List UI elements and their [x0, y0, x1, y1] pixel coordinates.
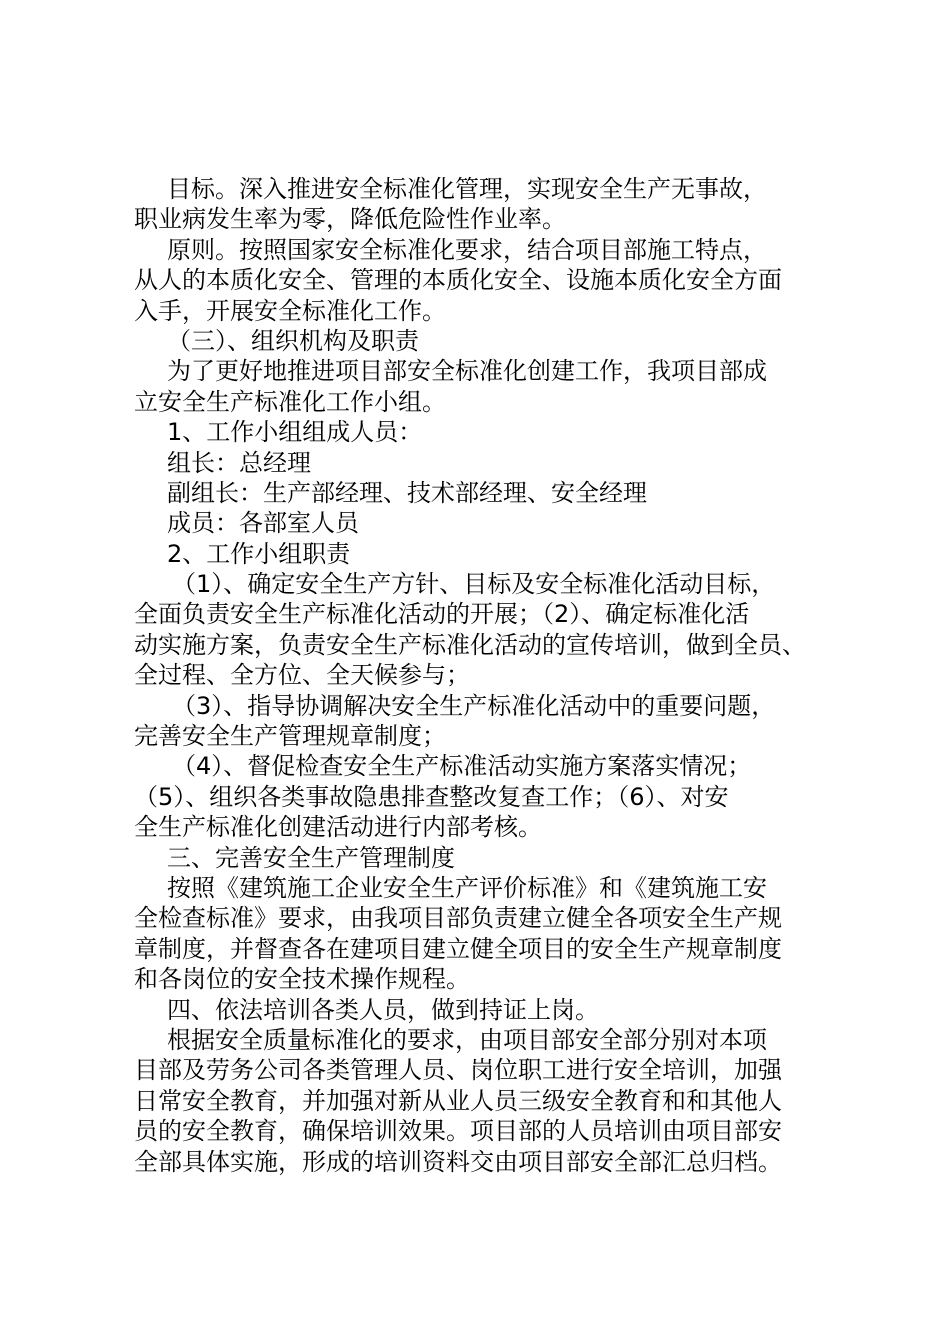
text-line: 立安全生产标准化工作小组。: [134, 387, 446, 416]
text-line: （4）、督促检查安全生产标准活动实施方案落实情况；: [172, 752, 752, 781]
text-line: 目部及劳务公司各类管理人员、岗位职工进行安全培训，加强: [134, 1056, 782, 1085]
text-line: 章制度，并督查各在建项目建立健全项目的安全生产规章制度: [134, 934, 782, 963]
text-line: 成员：各部室人员: [167, 509, 359, 538]
subsection-heading: 2、工作小组职责: [167, 539, 351, 568]
text-line: 入手，开展安全标准化工作。: [134, 296, 446, 325]
text-line: 副组长：生产部经理、技术部经理、安全经理: [167, 478, 647, 507]
text-line: 根据安全质量标准化的要求，由项目部安全部分别对本项: [167, 1025, 767, 1054]
text-line: 目标。深入推进安全标准化管理，实现安全生产无事故，: [167, 175, 767, 203]
text-line: 日常安全教育，并加强对新从业人员三级安全教育和和其他人: [134, 1086, 782, 1115]
section-heading: 三、完善安全生产管理制度: [167, 843, 455, 872]
document-body: [134, 174, 844, 1177]
text-line: 为了更好地推进项目部安全标准化创建工作，我项目部成: [167, 357, 767, 386]
section-heading: 四、依法培训各类人员，做到持证上岗。: [167, 995, 599, 1024]
text-line: 职业病发生率为零，降低危险性作业率。: [134, 205, 566, 234]
text-line: 原则。按照国家安全标准化要求，结合项目部施工特点，: [167, 235, 767, 264]
subsection-heading: 1、工作小组组成人员：: [167, 418, 423, 447]
text-line: 完善安全生产管理规章制度；: [134, 722, 446, 751]
text-line: 组长：总经理: [167, 448, 311, 477]
text-line: 员的安全教育，确保培训效果。项目部的人员培训由项目部安: [134, 1117, 782, 1146]
text-line: （5）、组织各类事故隐患排查整改复查工作；（6）、对安: [134, 782, 729, 811]
text-line: （1）、确定安全生产方针、目标及安全标准化活动目标，: [172, 570, 776, 599]
section-heading: （三）、组织机构及职责: [167, 326, 419, 355]
text-line: 全过程、全方位、全天候参与；: [134, 661, 470, 690]
text-line: 从人的本质化安全、管理的本质化安全、设施本质化安全方面: [134, 266, 782, 295]
text-line: 全检查标准》要求，由我项目部负责建立健全各项安全生产规: [134, 904, 782, 933]
text-line: 全生产标准化创建活动进行内部考核。: [134, 813, 542, 842]
text-line: （3）、指导协调解决安全生产标准化活动中的重要问题，: [172, 691, 776, 720]
text-line: 动实施方案，负责安全生产标准化活动的宣传培训，做到全员、: [134, 630, 806, 659]
text-line: 全部具体实施，形成的培训资料交由项目部安全部汇总归档。: [134, 1147, 782, 1176]
text-line: 全面负责安全生产标准化活动的开展；（2）、确定标准化活: [134, 600, 750, 629]
text-line: 和各岗位的安全技术操作规程。: [134, 965, 470, 994]
text-line: 按照《建筑施工企业安全生产评价标准》和《建筑施工安: [167, 873, 767, 902]
